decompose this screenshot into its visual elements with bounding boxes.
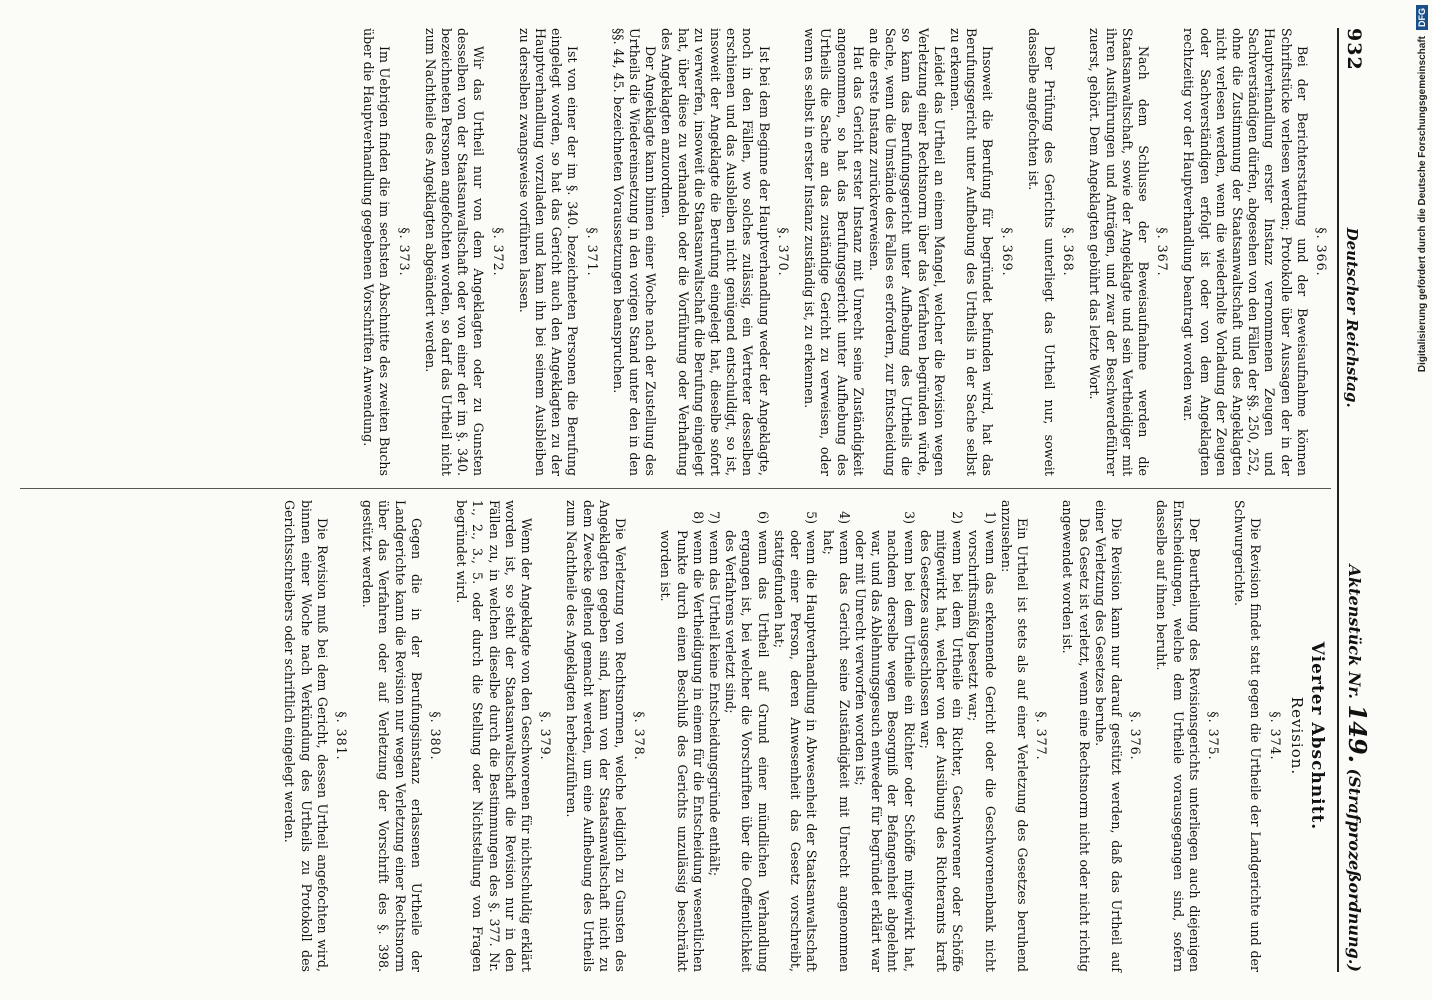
paragraph: Ist von einer der im §. 340. bezeichneten Personen die Berufung eingelegt worden, so hat das Gericht auch den Angeklagten zu der Hauptverhandlung vorzuladen und kann ihn bei seinem Ausbleiben zu derselben zwangsweise vorführen lassen. xyxy=(516,28,581,476)
list-item xyxy=(722,500,771,972)
paragraph: Die Revision findet statt gegen die Urtheile der Landgerichte und der Schwurgerichte. xyxy=(1232,500,1264,972)
section-heading: §. 376. xyxy=(1128,711,1144,761)
section-heading: §. 374. xyxy=(1267,711,1283,761)
section-heading: §. 370. xyxy=(775,227,791,277)
list-item xyxy=(706,500,722,972)
page-number: 932 xyxy=(1343,28,1365,71)
paragraph: Der Prüfung des Gerichts unterliegt das Urtheil nur, soweit dasselbe angefochten ist. xyxy=(1025,28,1057,476)
section-heading: §. 381. xyxy=(334,711,350,761)
paragraph: Bei der Berichterstattung und der Beweisaufnahme können Schriftstücke verlesen werden; Protokolle über Aussagen der in der Hauptverhandlung erster Instanz vernommenen Zeugen und Sachverständigen dürfen, abgesehen von den Fällen der §§. 250, 252, ohne die Zustimmung der Staatsanwaltschaft und des Angeklagten nicht verlesen werden, wenn die wiederholte Vorladung der Zeugen oder Sachverständigen erfolgt ist oder von dem Angeklagten rechtzeitig vor der Hauptverhandlung beantragt worden war. xyxy=(1181,28,1310,476)
item-number: 2) xyxy=(950,511,966,524)
section-heading: §. 369. xyxy=(999,227,1015,277)
section-heading: §. 377. xyxy=(1034,711,1050,761)
item-number: 1) xyxy=(982,511,998,524)
item-text: wenn das Gericht seine Zuständigkeit mit Unrecht angenommen hat; xyxy=(820,530,852,972)
paragraph: Das Gesetz ist verletzt, wenn eine Rechtsnorm nicht oder nicht richtig angewendet worden ist. xyxy=(1060,500,1092,972)
item-text: wenn bei dem Urtheile ein Richter oder Schöffe mitgewirkt hat, nachdem derselbe wegen Besorgniß der Befangenheit abgelehnt war, und das Ablehnungsgesuch entweder für begründet erklärt war oder mit Unrecht verworfen worden ist; xyxy=(852,530,917,972)
item-number: 5) xyxy=(804,511,820,524)
section-heading: §. 373. xyxy=(396,227,412,277)
item-number: 6) xyxy=(755,511,771,524)
document-subtitle: (Strafprozeßordnung.) xyxy=(1345,768,1364,972)
item-text: wenn das erkennende Gericht oder die Geschworenenbank nicht vorschriftsmäßig besetzt war; xyxy=(966,530,998,972)
dfg-logo: DFG xyxy=(1416,5,1428,30)
document-number: 149. xyxy=(1343,704,1372,763)
paragraph: Im Uebrigen finden die im sechsten Abschnitte des zweiten Buchs über die Hauptverhandlung gegebenen Vorschriften Anwendung. xyxy=(361,28,393,476)
paragraph: Hat das Gericht erster Instanz mit Unrecht seine Zuständigkeit angenommen, so hat das Berufungsgericht unter Aufhebung des Urtheils die Sache an das zuständige Gericht zu verweisen, oder wenn es selbst in erster Instanz zuständig ist, zu erkennen. xyxy=(802,28,866,476)
enumerated-list xyxy=(657,500,997,972)
document-title xyxy=(1343,565,1372,972)
paragraph: Ein Urtheil ist stets als auf einer Verletzung des Gesetzes beruhend anzusehen: xyxy=(998,500,1030,972)
chapter-title: Revision. xyxy=(1287,696,1306,776)
paragraph: Nach dem Schlusse der Beweisaufnahme werden die Staatsanwaltschaft, sowie der Angeklagte und sein Vertheidiger mit ihren Ausführungen und Anträgen, und zwar der Beschwerdeführer zuerst, gehört. Dem Angeklagten gebührt das letzte Wort. xyxy=(1087,28,1151,476)
chapter-heading: Vierter Abschnitt. xyxy=(1307,641,1327,831)
item-number: 4) xyxy=(836,511,852,524)
paragraph: Wenn der Angeklagte von den Geschworenen für nichtschuldig erklärt worden ist, so steht der Staatsanwaltschaft die Revision nur in den Fällen zu, in welchen dieselbe durch die Bestimmungen des §. 377. Nr. 1., 2., 3., 5. oder durch die Stellung oder Nichtstellung von Fragen begründet wird. xyxy=(454,500,535,972)
item-text: wenn die Hauptverhandlung in Abwesenheit der Staatsanwaltschaft oder einer Person, deren Anwesenheit das Gesetz vorschreibt, stattgefunden hat; xyxy=(771,530,820,972)
right-column xyxy=(20,500,1331,972)
section-heading: §. 380. xyxy=(428,711,444,761)
item-number: 7) xyxy=(707,511,723,524)
paragraph: Der Beurtheilung des Revisionsgerichts unterliegen auch diejenigen Entscheidungen, welche dem Urtheile vorausgegangen sind, sofern dasselbe auf ihnen beruht. xyxy=(1154,500,1202,972)
digitization-credit xyxy=(1412,5,1432,995)
item-text: wenn die Vertheidigung in einem für die Entscheidung wesentlichen Punkte durch einen Beschluß des Gerichts unzulässig beschränkt worden ist. xyxy=(658,530,706,972)
credit-text: Digitalisierung gefördert durch die Deutsche Forschungsgemeinschaft xyxy=(1416,36,1428,373)
list-item xyxy=(852,500,917,972)
paragraph: Leidet das Urtheil an einem Mangel, welcher die Revision wegen Verletzung einer Rechtsnorm über das Verfahren begründen würde, so kann das Berufungsgericht unter Aufhebung des Urtheils die Sache, wenn die Umstände des Falles es erfordern, zur Entscheidung an die erste Instanz zurückverweisen. xyxy=(866,28,947,476)
item-number: 3) xyxy=(901,511,917,524)
list-item xyxy=(965,500,997,972)
paragraph: Die Verletzung von Rechtsnormen, welche lediglich zu Gunsten des Angeklagten gegeben sind, kann von der Staatsanwaltschaft nicht zu dem Zwecke geltend gemacht werden, um eine Aufhebung des Urtheils zum Nachtheile des Angeklagten herbeizuführen. xyxy=(564,500,629,972)
section-heading: §. 366. xyxy=(1314,227,1329,277)
paragraph: Wir das Urtheil nur von dem Angeklagten oder zu Gunsten desselben von der Staatsanwaltschaft oder von einer der im §. 340. bezeichneten Personen angefochten worden, so darf das Urtheil nicht zum Nachtheile des Angeklagten abgeändert werden. xyxy=(422,28,487,476)
list-item xyxy=(917,500,966,972)
left-column xyxy=(20,28,1331,476)
section-heading: §. 378. xyxy=(632,711,648,761)
list-item xyxy=(771,500,820,972)
item-text: wenn das Urtheil auf Grund einer mündlichen Verhandlung ergangen ist, bei welcher die Vorschriften über die Oeffentlichkeit des Verfahrens verletzt sind; xyxy=(723,530,771,972)
section-heading: §. 379. xyxy=(538,711,554,761)
item-number: 8) xyxy=(690,511,706,524)
column-rule xyxy=(20,488,1331,489)
section-heading: §. 371. xyxy=(584,227,600,277)
item-text: wenn das Urtheil keine Entscheidungsgründe enthält; xyxy=(707,530,723,877)
paragraph: Ist bei dem Beginne der Hauptverhandlung weder der Angeklagte, noch in den Fällen, wo solches zulässig, ein Vertreter desselben erschienen und das Ausbleiben nicht genügend entschuldigt, so ist, insoweit der Angeklagte die Berufung eingelegt hat, dieselbe sofort zu verwerfen, insoweit die Staatsanwaltschaft die Berufung eingelegt hat, über diese zu verhandeln oder die Vorführung oder Verhaftung des Angeklagten anzuordnen. xyxy=(659,28,772,476)
paragraph: Gegen die in der Berufungsinstanz erlassenen Urtheile der Landgerichte kann die Revision nur wegen Verletzung einer Rechtsnorm über das Verfahren oder auf Verletzung der Vorschrift des §. 398. gestützt werden. xyxy=(360,500,424,972)
section-heading: §. 367. xyxy=(1155,227,1171,277)
item-text: wenn bei dem Urtheile ein Richter, Geschworener oder Schöffe mitgewirkt hat, welcher von der Ausübung des Richteramts kraft des Gesetzes ausgeschlossen war; xyxy=(917,530,966,972)
paragraph: Insoweit die Berufung für begründet befunden wird, hat das Berufungsgericht unter Aufhebung des Urtheils in der Sache selbst zu erkennen. xyxy=(947,28,996,476)
section-heading: §. 372. xyxy=(490,227,506,277)
paragraph: Der Angeklagte kann binnen einer Woche nach der Zustellung des Urtheils die Wiedereinsetzung in den vorigen Stand unter den in den §§. 44, 45. bezeichneten Voraussetzungen beanspruchen. xyxy=(610,28,659,476)
section-heading: §. 375. xyxy=(1205,711,1221,761)
page-header xyxy=(1337,28,1377,972)
paragraph: Die Revision muß bei dem Gericht, dessen Urtheil angefochten wird, binnen einer Woche nach Verkündung des Urtheils zu Protokoll des Gerichtsschreibers oder schriftlich eingelegt werden. xyxy=(282,500,330,972)
paragraph: Die Revision kann nur darauf gestützt werden, daß das Urtheil auf einer Verletzung des Gesetzes beruhe. xyxy=(1092,500,1124,972)
section-heading: §. 368. xyxy=(1061,227,1077,277)
list-item xyxy=(819,500,851,972)
document-label: Aktenstück Nr. xyxy=(1345,564,1364,699)
list-item xyxy=(657,500,706,972)
running-title: Deutscher Reichstag. xyxy=(1343,227,1361,408)
